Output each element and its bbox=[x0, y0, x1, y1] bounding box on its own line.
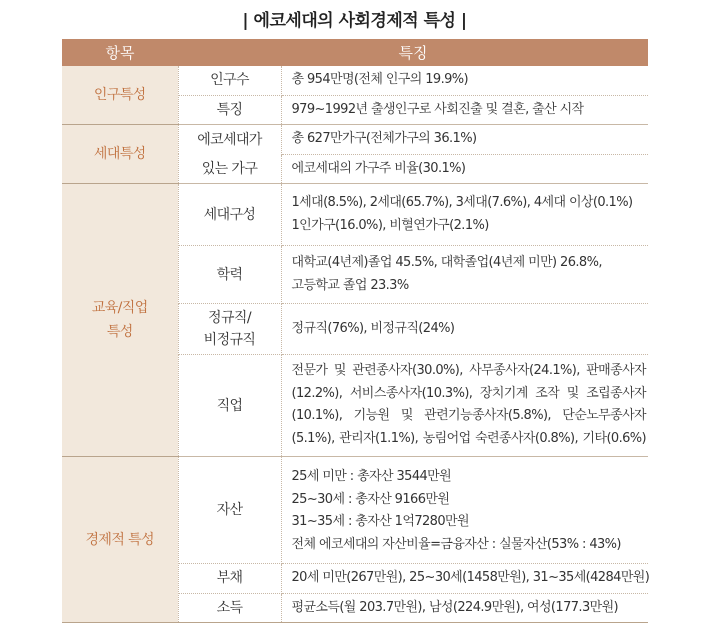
table-row bbox=[62, 457, 648, 564]
value-line: 총 954만명(전체 인구의 19.9%) bbox=[291, 72, 469, 87]
item-employment-type: 정규직/ 비정규직 bbox=[178, 304, 281, 355]
item-family-composition: 세대구성 bbox=[178, 184, 281, 246]
value-line: (5.1%), 관리자(1.1%), 농림어업 숙련종사자(0.8%), 기타(0.6%) bbox=[291, 430, 647, 446]
value-head-ratio bbox=[281, 154, 648, 184]
value-line: 1인가구(16.0%), 비혈연가구(2.1%) bbox=[291, 217, 489, 233]
table-row bbox=[62, 125, 648, 155]
value-line: 979~1992년 출생인구로 사회진출 및 결혼, 출산 시작 bbox=[291, 101, 584, 117]
value-education bbox=[281, 246, 648, 304]
value-assets bbox=[281, 457, 648, 564]
value-line: 전체 에코세대의 자산비율=금융자산 : 실물자산(53% : 43%) bbox=[291, 536, 621, 552]
item-debt: 부채 bbox=[178, 564, 281, 594]
table-row bbox=[62, 184, 648, 246]
value-line: 평균소득(월 203.7만원), 남성(224.9만원), 여성(177.3만원) bbox=[291, 599, 619, 615]
category-household: 세대특성 bbox=[62, 125, 178, 184]
table-header-row bbox=[62, 39, 648, 66]
value-echo-household bbox=[281, 125, 648, 155]
value-line: 대학교(4년제)졸업 45.5%, 대학졸업(4년제 미만) 26.8%, bbox=[291, 255, 602, 270]
value-line: 정규직(76%), 비정규직(24%) bbox=[291, 320, 455, 336]
header-item: 항목 bbox=[62, 39, 178, 66]
value-line: 25세 미만 : 총자산 3544만원 bbox=[291, 469, 452, 484]
value-line: 31~35세 : 총자산 1억7280만원 bbox=[291, 514, 469, 529]
item-assets: 자산 bbox=[178, 457, 281, 564]
value-line: 25~30세 : 총자산 9166만원 bbox=[291, 491, 450, 507]
value-line: 총 627만가구(전체가구의 36.1%) bbox=[291, 131, 477, 146]
characteristics-table bbox=[62, 39, 648, 623]
value-line: 에코세대의 가구주 비율(30.1%) bbox=[291, 160, 466, 176]
item-education: 학력 bbox=[178, 246, 281, 304]
value-line: (10.1%), 기능원 및 관련기능종사자(5.8%), 단순노무종사자 bbox=[291, 408, 647, 423]
item-echo-household-2: 있는 가구 bbox=[178, 154, 281, 184]
value-line: (12.2%), 서비스종사자(10.3%), 장치기계 조작 및 조립종사자 bbox=[291, 385, 647, 401]
category-economic: 경제적 특성 bbox=[62, 457, 178, 623]
value-population bbox=[281, 66, 648, 95]
value-employment-type bbox=[281, 304, 648, 355]
value-income bbox=[281, 593, 648, 623]
value-occupation bbox=[281, 355, 648, 457]
item-echo-household-1: 에코세대가 bbox=[178, 125, 281, 155]
value-family-composition bbox=[281, 184, 648, 246]
value-line: 고등학교 졸업 23.3% bbox=[291, 277, 409, 293]
item-occupation: 직업 bbox=[178, 355, 281, 457]
header-characteristics: 특징 bbox=[178, 39, 648, 66]
value-line: 1세대(8.5%), 2세대(65.7%), 3세대(7.6%), 4세대 이상(0.1%) bbox=[291, 195, 633, 210]
page-title: | 에코세대의 사회경제적 특성 | bbox=[242, 11, 467, 31]
value-line: 전문가 및 관련종사자(30.0%), 사무종사자(24.1%), 판매종사자 bbox=[291, 363, 647, 378]
category-education-job: 교육/직업 특성 bbox=[62, 184, 178, 457]
table-row bbox=[62, 66, 648, 95]
value-debt bbox=[281, 564, 648, 594]
item-income: 소득 bbox=[178, 593, 281, 623]
item-feature: 특징 bbox=[178, 95, 281, 125]
value-line: 20세 미만(267만원), 25~30세(1458만원), 31~35세(4284만원) bbox=[291, 570, 650, 585]
category-population: 인구특성 bbox=[62, 66, 178, 125]
item-population: 인구수 bbox=[178, 66, 281, 95]
value-feature bbox=[281, 95, 648, 125]
